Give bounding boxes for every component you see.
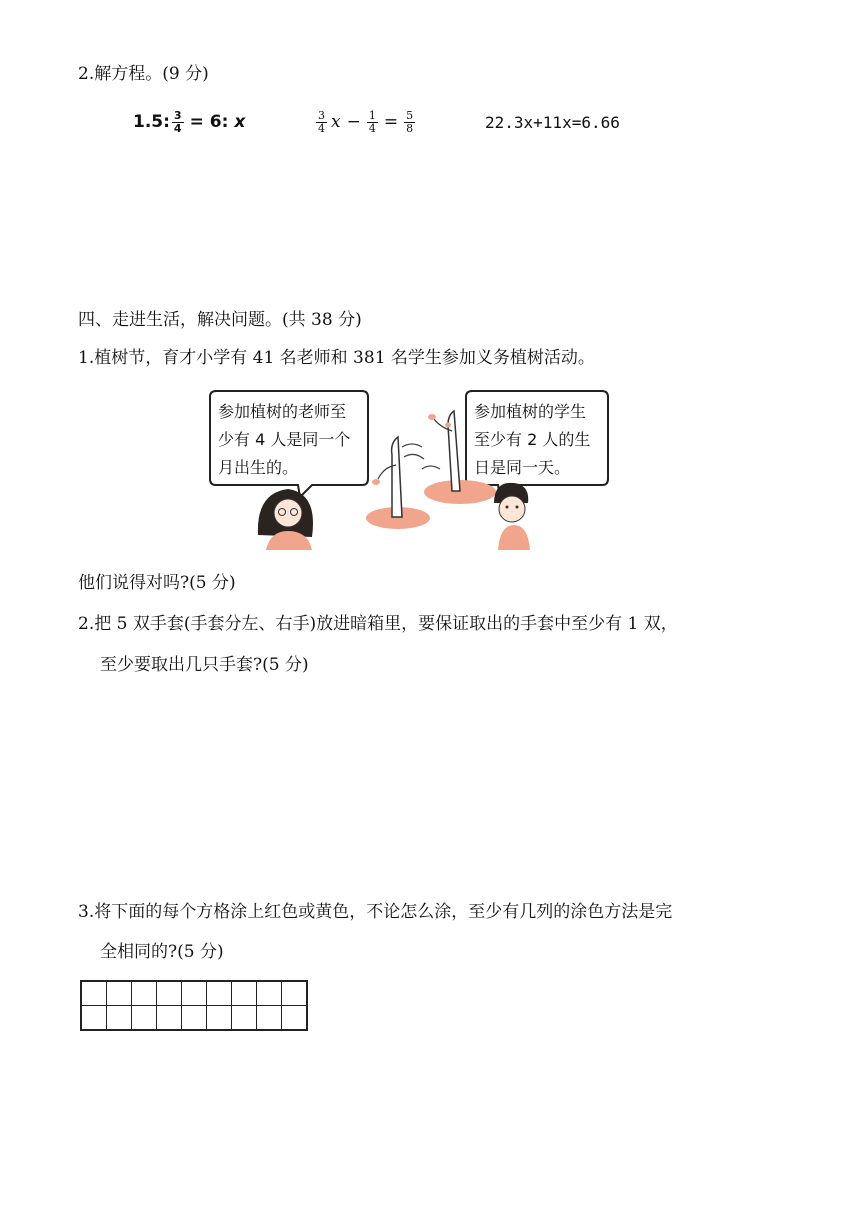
left-bubble-line-2: 少有 4 人是同一个: [218, 430, 351, 449]
eq2-f1-num: 3: [318, 108, 325, 122]
grid-cell[interactable]: [81, 1006, 107, 1031]
eq2-f2-num: 1: [368, 108, 376, 122]
eq2-f3-num: 5: [406, 108, 414, 122]
equation-3: 22.3x+11x=6.66: [485, 112, 620, 132]
grid-cell[interactable]: [182, 981, 207, 1006]
right-bubble-line-2: 至少有 2 人的生: [474, 430, 591, 449]
eq2-fraction-3: [404, 110, 415, 135]
coloring-grid: [80, 980, 308, 1031]
grid-cell[interactable]: [107, 981, 132, 1006]
teacher-figure: [258, 489, 313, 550]
eq2-f1-den: 4: [318, 121, 325, 135]
grid-cell[interactable]: [282, 1006, 308, 1031]
grid-cell[interactable]: [182, 1006, 207, 1031]
section-4-heading: 四、走进生活，解决问题。(共 38 分): [78, 310, 362, 330]
right-bubble-line-1: 参加植树的学生: [474, 402, 587, 421]
eq1-frac-num: 3: [173, 108, 182, 122]
grid-cell[interactable]: [132, 1006, 157, 1031]
problem-1-question: 他们说得对吗?(5 分): [78, 573, 236, 593]
left-bubble-line-1: 参加植树的老师至: [218, 402, 347, 421]
grid-cell[interactable]: [232, 1006, 257, 1031]
problem-2-line-1: 2.把 5 双手套(手套分左、右手)放进暗箱里，要保证取出的手套中至少有 1 双，: [78, 614, 678, 634]
grid-cell[interactable]: [107, 1006, 132, 1031]
eq2-f2-den: 4: [368, 121, 376, 135]
grid-cell[interactable]: [207, 1006, 232, 1031]
eq2-minus: −: [346, 112, 361, 132]
grid-cell[interactable]: [232, 981, 257, 1006]
equation-1: [133, 104, 247, 140]
right-bubble-line-3: 日是同一天。: [474, 458, 571, 477]
problem-2-line-2: 至少要取出几只手套?(5 分): [100, 655, 309, 675]
tree-planting-illustration: [208, 385, 653, 550]
tree-left: [366, 437, 430, 529]
eq2-f3-den: 8: [406, 121, 414, 135]
left-bubble-line-3: 月出生的。: [218, 458, 299, 477]
grid-row: [81, 1006, 307, 1031]
eq2-fraction-2: [367, 110, 378, 135]
student-figure: [494, 483, 530, 550]
problem-3-line-2: 全相同的?(5 分): [100, 942, 224, 962]
grid-cell[interactable]: [157, 981, 182, 1006]
eq1-left: 1.5:: [133, 112, 170, 132]
grid-cell[interactable]: [282, 981, 308, 1006]
eq1-frac-den: 4: [173, 121, 182, 135]
eq1-mid: = 6:: [189, 112, 229, 132]
eq1-fraction: [172, 110, 184, 135]
problem-1-text: 1.植树节，育才小学有 41 名老师和 381 名学生参加义务植树活动。: [78, 348, 595, 368]
grid-cell[interactable]: [257, 1006, 282, 1031]
eq2-var: x: [331, 112, 341, 132]
grid-cell[interactable]: [157, 1006, 182, 1031]
eq2-fraction-1: [316, 110, 327, 135]
grid-row: [81, 981, 307, 1006]
equation-2: [314, 104, 417, 140]
grid-cell[interactable]: [81, 981, 107, 1006]
wind-lines: [402, 444, 440, 469]
grid-cell[interactable]: [132, 981, 157, 1006]
grid-cell[interactable]: [207, 981, 232, 1006]
eq2-equals: =: [383, 112, 399, 132]
q2-heading: 2.解方程。(9 分): [78, 64, 209, 84]
problem-3-line-1: 3.将下面的每个方格涂上红色或黄色，不论怎么涂，至少有几列的涂色方法是完: [78, 902, 673, 922]
eq1-var: x: [234, 112, 246, 132]
grid-cell[interactable]: [257, 981, 282, 1006]
